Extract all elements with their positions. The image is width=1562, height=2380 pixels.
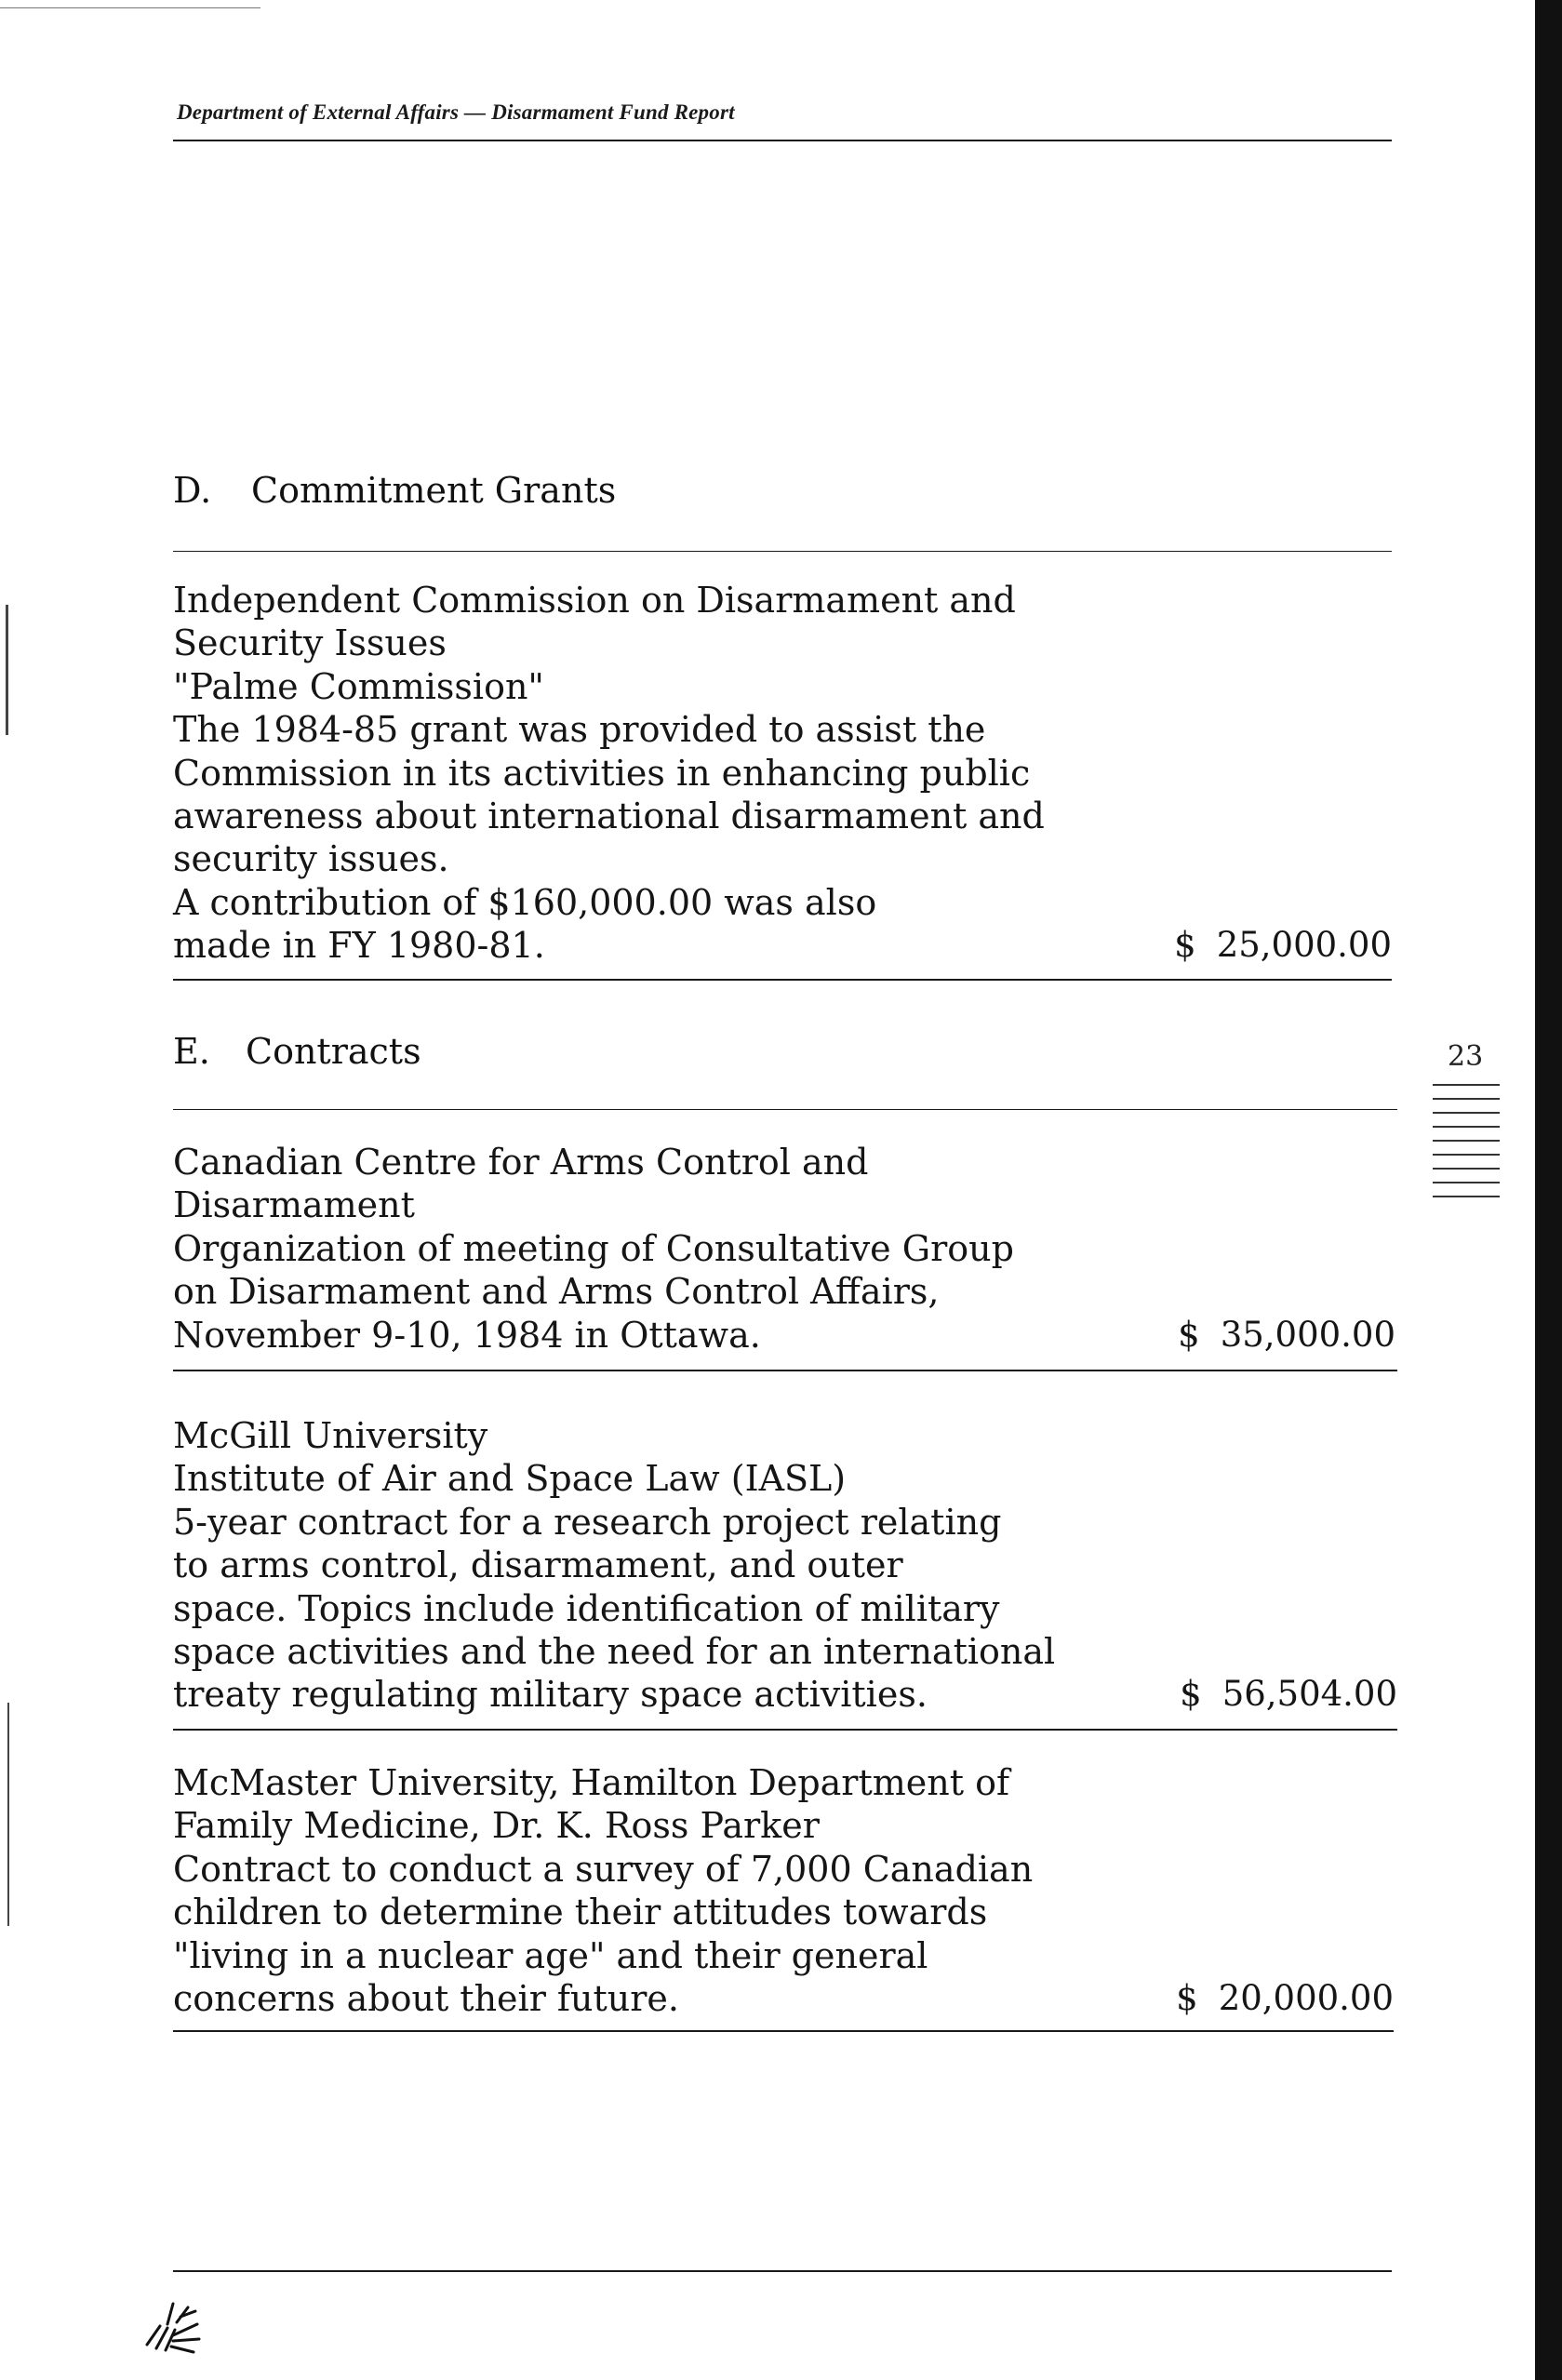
currency-symbol: $ (1178, 1314, 1200, 1355)
section-title-commitment-grants (173, 470, 616, 511)
section-letter: D. (173, 470, 212, 511)
entry-line: McGill University (173, 1415, 488, 1456)
entry-line: Commission in its activities in enhancing public (173, 752, 1031, 794)
section-title-text: Contracts (246, 1031, 421, 1072)
section-title-text: Commitment Grants (251, 470, 617, 511)
entry-line: The 1984-85 grant was provided to assist the (173, 709, 986, 751)
amount-value: 20,000.00 (1218, 1978, 1394, 2019)
entry-line: space activities and the need for an international (173, 1631, 1056, 1673)
entry-line: Independent Commission on Disarmament and (173, 580, 1016, 621)
entry-line: space. Topics include identification of military (173, 1587, 1000, 1629)
entry-line: awareness about international disarmament and (173, 796, 1045, 837)
scan-artifact (7, 1703, 9, 1926)
entry-line: 5-year contract for a research project relating (173, 1501, 1002, 1543)
entry-line: A contribution of $160,000.00 was also (173, 881, 877, 923)
entry-line: Canadian Centre for Arms Control and (173, 1142, 869, 1183)
entry-rule (173, 1729, 1397, 1731)
amount-value: 35,000.00 (1220, 1314, 1395, 1355)
entry-line: concerns about their future. (173, 1978, 679, 2020)
running-header: Department of External Affairs — Disarmament Fund Report (177, 100, 735, 124)
currency-symbol: $ (1180, 1674, 1202, 1715)
page-binding-edge (1535, 0, 1562, 2380)
amount-value: 25,000.00 (1216, 925, 1392, 966)
contract-amount (1178, 1314, 1395, 1357)
contract-amount (1176, 1977, 1394, 2020)
entry-rule (173, 979, 1392, 981)
entry-line: treaty regulating military space activities. (173, 1674, 928, 1716)
grant-amount (1174, 924, 1392, 967)
entry-line: Family Medicine, Dr. K. Ross Parker (173, 1805, 820, 1847)
section-letter: E. (173, 1031, 210, 1072)
header-rule (173, 140, 1392, 141)
footer-rule (173, 2270, 1392, 2272)
entry-line: on Disarmament and Arms Control Affairs, (173, 1271, 940, 1313)
entry-rule (173, 1370, 1397, 1371)
scan-artifact (6, 605, 8, 735)
entry-line: McMaster University, Hamilton Department of (173, 1762, 1010, 1803)
scan-edge-line (0, 7, 260, 8)
contract-amount (1180, 1673, 1397, 1716)
entry-line: Disarmament (173, 1184, 415, 1226)
entry-line: Organization of meeting of Consultative Group (173, 1227, 1014, 1269)
contract-entry-ccacd (173, 1141, 1395, 1357)
entry-line: security issues. (173, 838, 449, 880)
section-rule (173, 1109, 1397, 1110)
page-number: 23 (1448, 1040, 1484, 1073)
contract-entry-mcmaster (173, 1761, 1394, 2020)
contract-entry-mcgill (173, 1414, 1397, 1717)
entry-line: to arms control, disarmament, and outer (173, 1544, 903, 1586)
entry-line: "Palme Commission" (173, 665, 544, 707)
entry-line: children to determine their attitudes towards (173, 1892, 988, 1933)
currency-symbol: $ (1176, 1978, 1198, 2019)
grant-entry-palme-commission (173, 579, 1392, 968)
currency-symbol: $ (1174, 925, 1196, 966)
entry-line: Contract to conduct a survey of 7,000 Canadian (173, 1848, 1034, 1890)
entry-line: "living in a nuclear age" and their general (173, 1934, 928, 1976)
section-tab-marks (1433, 1084, 1500, 1242)
entry-line: November 9-10, 1984 in Ottawa. (173, 1314, 761, 1356)
government-logo-icon (140, 2298, 207, 2354)
entry-line: Security Issues (173, 622, 447, 664)
amount-value: 56,504.00 (1222, 1674, 1397, 1715)
entry-line: made in FY 1980-81. (173, 925, 545, 967)
section-rule (173, 551, 1392, 552)
section-title-contracts (173, 1031, 421, 1072)
entry-line: Institute of Air and Space Law (IASL) (173, 1458, 847, 1500)
entry-rule (173, 2030, 1394, 2032)
